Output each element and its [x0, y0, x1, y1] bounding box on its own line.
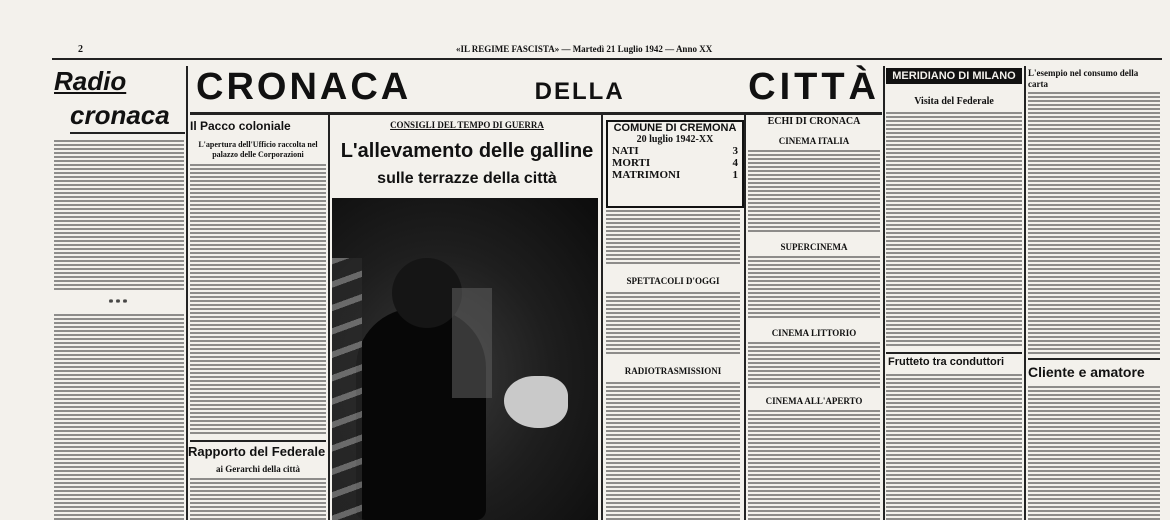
page-number: 2: [78, 44, 83, 55]
col-rule-2: [328, 114, 330, 520]
radio-title-rule: [70, 132, 185, 134]
masthead: [196, 66, 880, 110]
radio-text-block: [54, 140, 184, 292]
col-rule-5: [883, 66, 885, 520]
comune-title: COMUNE DI CREMONA: [613, 122, 737, 134]
right-article2: Cliente e amatore: [1028, 364, 1145, 380]
photo-ladder: [332, 258, 362, 520]
echi-text-block-1: [748, 150, 880, 234]
lead-headline-2: sulle terrazze della città: [377, 170, 557, 187]
col-rule-4: [744, 114, 746, 520]
cinema-italia-heading: CINEMA ITALIA: [778, 136, 850, 146]
photo-hen: [504, 376, 568, 428]
cinema-aperto-heading: CINEMA ALL'APERTO: [765, 396, 863, 406]
comune-box: [606, 120, 744, 208]
masthead-word-della: DELLA: [534, 78, 625, 105]
hens-photo: [332, 198, 598, 520]
radio-title-line2: cronaca: [70, 100, 170, 130]
dateline: «IL REGIME FASCISTA» — Martedì 21 Luglio 1942 — Anno XX: [456, 44, 713, 54]
pacco-title: Il Pacco coloniale: [190, 119, 291, 133]
pacco-rule: [190, 440, 326, 442]
meridiano-article2: Frutteto tra conduttori: [888, 356, 1005, 368]
radiotrasmissioni-text-block: [606, 382, 740, 520]
right-text-block: [1028, 92, 1160, 354]
pacco-text-block: [190, 164, 326, 436]
comune-table: [608, 145, 742, 181]
echi-heading: ECHI DI CRONACA: [767, 116, 861, 127]
meridiano-subtitle: Visita del Federale: [914, 96, 994, 107]
comune-row: MATRIMONI 1: [612, 169, 738, 181]
comune-text-block: [606, 210, 740, 266]
right-title: L'esempio nel consumo della carta: [1028, 68, 1139, 89]
photo-light: [452, 288, 492, 398]
meridiano-text-block-2: [886, 374, 1022, 520]
col-rule-6: [1024, 66, 1026, 520]
lead-headline-1: L'allevamento delle galline: [340, 140, 594, 162]
header-rule: [52, 58, 1162, 60]
right-text-block-2: [1028, 386, 1160, 520]
radiotrasmissioni-heading: RADIOTRASMISSIONI: [624, 366, 722, 376]
rapporto-subtitle: ai Gerarchi della città: [215, 464, 301, 474]
radio-text-block-2: [54, 314, 184, 520]
masthead-rule: [190, 112, 882, 115]
radio-title-line1: Radio: [54, 66, 127, 96]
echi-text-block-3: [748, 342, 880, 388]
spettacoli-heading: SPETTACOLI D'OGGI: [626, 276, 720, 286]
masthead-word-citta: CITTÀ: [748, 66, 880, 108]
rapporto-text-block: [190, 478, 326, 520]
right-rule: [1028, 358, 1160, 360]
comune-row: NATI 3: [612, 145, 738, 157]
col-rule-3: [601, 114, 603, 520]
supercinema-heading: SUPERCINEMA: [780, 242, 848, 252]
lead-kicker: CONSIGLI DEL TEMPO DI GUERRA: [390, 120, 544, 130]
radio-stars: ***: [108, 298, 130, 309]
echi-text-block-2: [748, 256, 880, 320]
meridiano-rule: [886, 352, 1022, 354]
meridiano-text-block: [886, 112, 1022, 348]
spettacoli-text-block: [606, 292, 740, 356]
echi-text-block-4: [748, 410, 880, 520]
masthead-word-cronaca: CRONACA: [196, 66, 412, 108]
cinema-littorio-heading: CINEMA LITTORIO: [771, 328, 857, 338]
pacco-subtitle: L'apertura dell'Ufficio raccolta nel palazzo delle Corporazioni: [198, 140, 318, 159]
comune-date: 20 luglio 1942-XX: [636, 134, 714, 145]
rapporto-title: Rapporto del Federale: [188, 444, 326, 459]
comune-row: MORTI 4: [612, 157, 738, 169]
meridiano-title: MERIDIANO DI MILANO: [886, 68, 1022, 84]
